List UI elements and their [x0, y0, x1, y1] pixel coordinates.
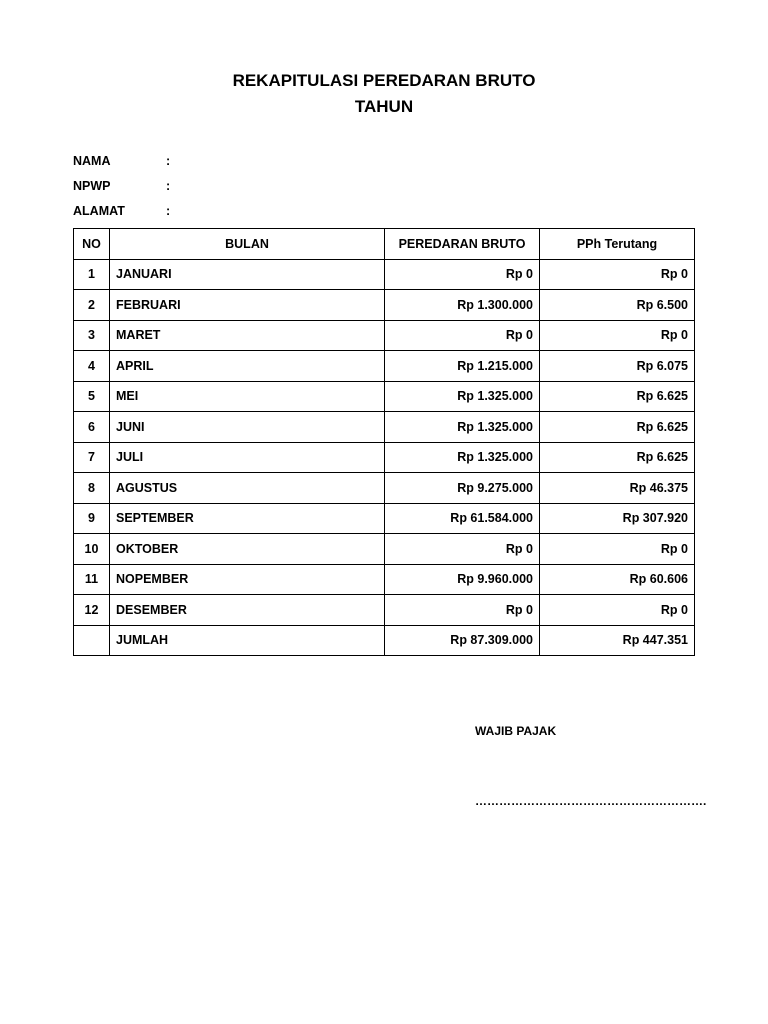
info-colon: :	[166, 204, 171, 218]
info-colon: :	[166, 154, 171, 168]
table-row	[74, 595, 695, 626]
cell-pph: Rp 0	[540, 534, 695, 565]
table-row	[74, 473, 695, 504]
total-bruto: Rp 87.309.000	[385, 625, 540, 656]
cell-pph: Rp 6.075	[540, 351, 695, 382]
table-row	[74, 564, 695, 595]
cell-pph: Rp 6.625	[540, 381, 695, 412]
cell-bruto: Rp 9.960.000	[385, 564, 540, 595]
table-row	[74, 290, 695, 321]
total-cell-no	[74, 625, 110, 656]
cell-pph: Rp 6.625	[540, 412, 695, 443]
signature-line: ………………………………………………….	[475, 794, 707, 808]
cell-bulan: MEI	[110, 381, 385, 412]
cell-bulan: MARET	[110, 320, 385, 351]
cell-no: 3	[74, 320, 110, 351]
cell-bulan: FEBRUARI	[110, 290, 385, 321]
cell-bulan: DESEMBER	[110, 595, 385, 626]
cell-pph: Rp 60.606	[540, 564, 695, 595]
cell-bulan: SEPTEMBER	[110, 503, 385, 534]
cell-bruto: Rp 61.584.000	[385, 503, 540, 534]
cell-bruto: Rp 1.300.000	[385, 290, 540, 321]
total-pph: Rp 447.351	[540, 625, 695, 656]
cell-no: 1	[74, 259, 110, 290]
info-colon: :	[166, 179, 171, 193]
info-label-npwp: NPWP	[73, 179, 111, 193]
cell-bulan: AGUSTUS	[110, 473, 385, 504]
cell-no: 12	[74, 595, 110, 626]
cell-bruto: Rp 9.275.000	[385, 473, 540, 504]
table-row	[74, 381, 695, 412]
info-label-alamat: ALAMAT	[73, 204, 125, 218]
cell-bulan: JANUARI	[110, 259, 385, 290]
cell-pph: Rp 0	[540, 259, 695, 290]
header-pph-terutang: PPh Terutang	[540, 229, 695, 260]
cell-no: 8	[74, 473, 110, 504]
info-label-nama: NAMA	[73, 154, 111, 168]
cell-no: 9	[74, 503, 110, 534]
cell-bruto: Rp 0	[385, 534, 540, 565]
header-bulan: BULAN	[110, 229, 385, 260]
cell-no: 10	[74, 534, 110, 565]
cell-bulan: JUNI	[110, 412, 385, 443]
cell-pph: Rp 0	[540, 595, 695, 626]
cell-no: 5	[74, 381, 110, 412]
table-row	[74, 259, 695, 290]
cell-no: 2	[74, 290, 110, 321]
cell-pph: Rp 307.920	[540, 503, 695, 534]
cell-bruto: Rp 0	[385, 595, 540, 626]
table-total-row	[74, 625, 695, 656]
cell-bruto: Rp 1.325.000	[385, 412, 540, 443]
total-label: JUMLAH	[110, 625, 385, 656]
cell-no: 6	[74, 412, 110, 443]
cell-no: 4	[74, 351, 110, 382]
table-row	[74, 503, 695, 534]
table-header-row	[74, 229, 695, 260]
cell-pph: Rp 6.625	[540, 442, 695, 473]
cell-pph: Rp 6.500	[540, 290, 695, 321]
header-peredaran-bruto: PEREDARAN BRUTO	[385, 229, 540, 260]
cell-bulan: APRIL	[110, 351, 385, 382]
table-row	[74, 320, 695, 351]
table-row	[74, 412, 695, 443]
cell-bulan: OKTOBER	[110, 534, 385, 565]
cell-bruto: Rp 1.325.000	[385, 381, 540, 412]
header-no: NO	[74, 229, 110, 260]
document-subtitle-year: TAHUN	[354, 97, 414, 116]
cell-bulan: JULI	[110, 442, 385, 473]
cell-pph: Rp 46.375	[540, 473, 695, 504]
cell-bruto: Rp 1.215.000	[385, 351, 540, 382]
table-row	[74, 442, 695, 473]
cell-bruto: Rp 0	[385, 259, 540, 290]
signature-label: WAJIB PAJAK	[475, 724, 557, 738]
cell-no: 7	[74, 442, 110, 473]
cell-bulan: NOPEMBER	[110, 564, 385, 595]
cell-pph: Rp 0	[540, 320, 695, 351]
cell-no: 11	[74, 564, 110, 595]
cell-bruto: Rp 1.325.000	[385, 442, 540, 473]
table-row	[74, 351, 695, 382]
table-row	[74, 534, 695, 565]
recap-table	[73, 228, 695, 656]
document-title: REKAPITULASI PEREDARAN BRUTO	[232, 71, 536, 90]
cell-bruto: Rp 0	[385, 320, 540, 351]
